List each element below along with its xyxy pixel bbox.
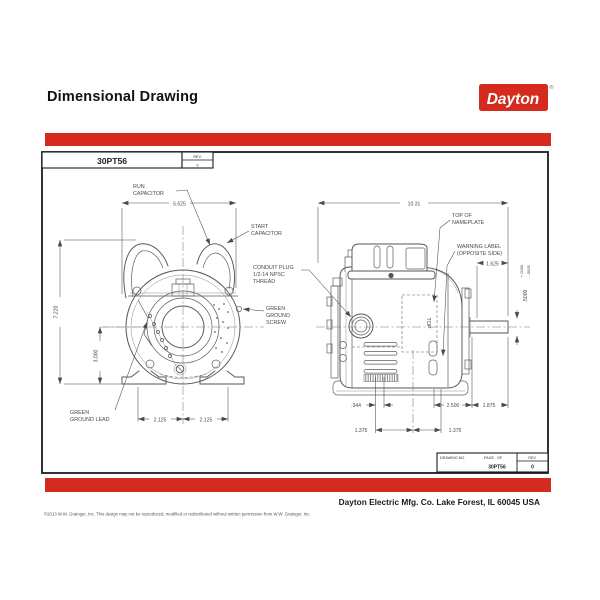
drawing-no-label: DRAWING NO. — [440, 456, 466, 460]
conduit-plug-label-line2: 1/2-14 NPSC — [253, 272, 285, 278]
dim-front-center-height: 3.000 — [93, 349, 100, 363]
nameplate-label-line1: TOP OF — [452, 213, 472, 219]
run-capacitor-leader — [176, 190, 210, 245]
dim-front-width: 5.625 — [173, 201, 186, 208]
dim-mid-length: 2.500 — [446, 403, 460, 409]
title-block-top — [42, 152, 213, 168]
ground-screw-label-line1: GREEN — [266, 306, 286, 312]
motor-body-outline — [340, 267, 462, 388]
page-footer — [44, 478, 551, 517]
rev-label-top: REV. — [193, 155, 202, 159]
dim-slot-width: .344 — [351, 403, 361, 409]
dim-foot-left: 2.125 — [153, 417, 167, 424]
terminal-board-dots — [213, 303, 229, 353]
rev-value-bottom: 0 — [531, 464, 534, 471]
dim-shaft-flat: 1.625 — [486, 261, 499, 268]
front-view-callouts — [70, 184, 290, 423]
drawing-border — [42, 152, 548, 473]
front-view — [54, 184, 291, 424]
warning-label-line2: (OPPOSITE SIDE) — [457, 251, 503, 257]
page-header — [45, 84, 554, 146]
copyright-notice: ©2013 W.W. Grainger, Inc. This design may not be reproduced, modified or redistributed without written permission from W.W. Grainger, Inc. — [44, 511, 311, 517]
registered-trademark: ® — [549, 85, 554, 91]
green-ground-lead-hardware — [138, 300, 186, 375]
start-capacitor-label-line1: START — [251, 224, 269, 230]
ground-lead-leader — [115, 322, 147, 410]
conduit-plug-label-line1: CONDUIT PLUG — [253, 265, 294, 271]
run-capacitor-cover — [124, 244, 168, 298]
ground-screw-leader — [243, 309, 264, 311]
dim-shaft-dia-plus: +.0000 — [519, 264, 524, 278]
title-block-bottom — [437, 453, 548, 472]
of-label: OF — [497, 456, 503, 460]
start-capacitor-label-line2: CAPACITOR — [251, 231, 282, 237]
dayton-logo — [479, 84, 554, 111]
dim-overall-length: 10.31 — [407, 201, 421, 208]
base-grille — [364, 375, 398, 382]
logo-text: Dayton — [486, 91, 540, 108]
capacitor-cover-side — [345, 244, 435, 279]
warning-label-line1: WARNING LABEL — [457, 244, 502, 250]
nameplate-label-line2: NAMEPLATE — [452, 220, 485, 226]
ground-lead-label-line2: GROUND LEAD — [70, 417, 110, 423]
start-capacitor-cover — [197, 244, 235, 292]
dim-foot-right: 2.125 — [199, 417, 213, 424]
dim-base-foot-right: 1.375 — [448, 428, 462, 434]
dim-shaft-dia-minus: -.0005 — [526, 265, 531, 277]
dim-shaft-extension: 1.875 — [482, 403, 496, 409]
ground-screw-label-line3: SCREW — [266, 320, 287, 326]
company-address: Dayton Electric Mfg. Co. Lake Forest, IL 60045 USA — [338, 497, 540, 507]
rev-value-top: 0 — [196, 163, 199, 168]
run-capacitor-label-line1: RUN — [133, 184, 145, 190]
side-view — [253, 202, 531, 435]
ground-screw-label-line2: GROUND — [266, 313, 290, 319]
drawing-number-bottom: 30PT56 — [488, 464, 506, 471]
drawing-number-top: 30PT56 — [96, 156, 128, 166]
start-capacitor-leader — [227, 231, 249, 243]
cover-screw — [388, 273, 393, 278]
dim-shaft-dia: .5000 — [523, 289, 529, 303]
nameplate-top-marking: TOP — [425, 317, 431, 329]
conduit-plug-label-line3: THREAD — [253, 279, 276, 285]
run-capacitor-label-line2: CAPACITOR — [133, 191, 164, 197]
top-red-bar — [45, 133, 551, 146]
page-title: Dimensional Drawing — [47, 89, 199, 105]
dim-front-height: 7.220 — [53, 305, 60, 319]
dim-base-foot-left: 1.375 — [354, 428, 368, 434]
bottom-red-bar — [45, 478, 551, 492]
rev-label-bottom: REV. — [528, 456, 537, 460]
page-label: PAGE — [484, 456, 494, 460]
ground-lead-label-line1: GREEN — [70, 410, 90, 416]
